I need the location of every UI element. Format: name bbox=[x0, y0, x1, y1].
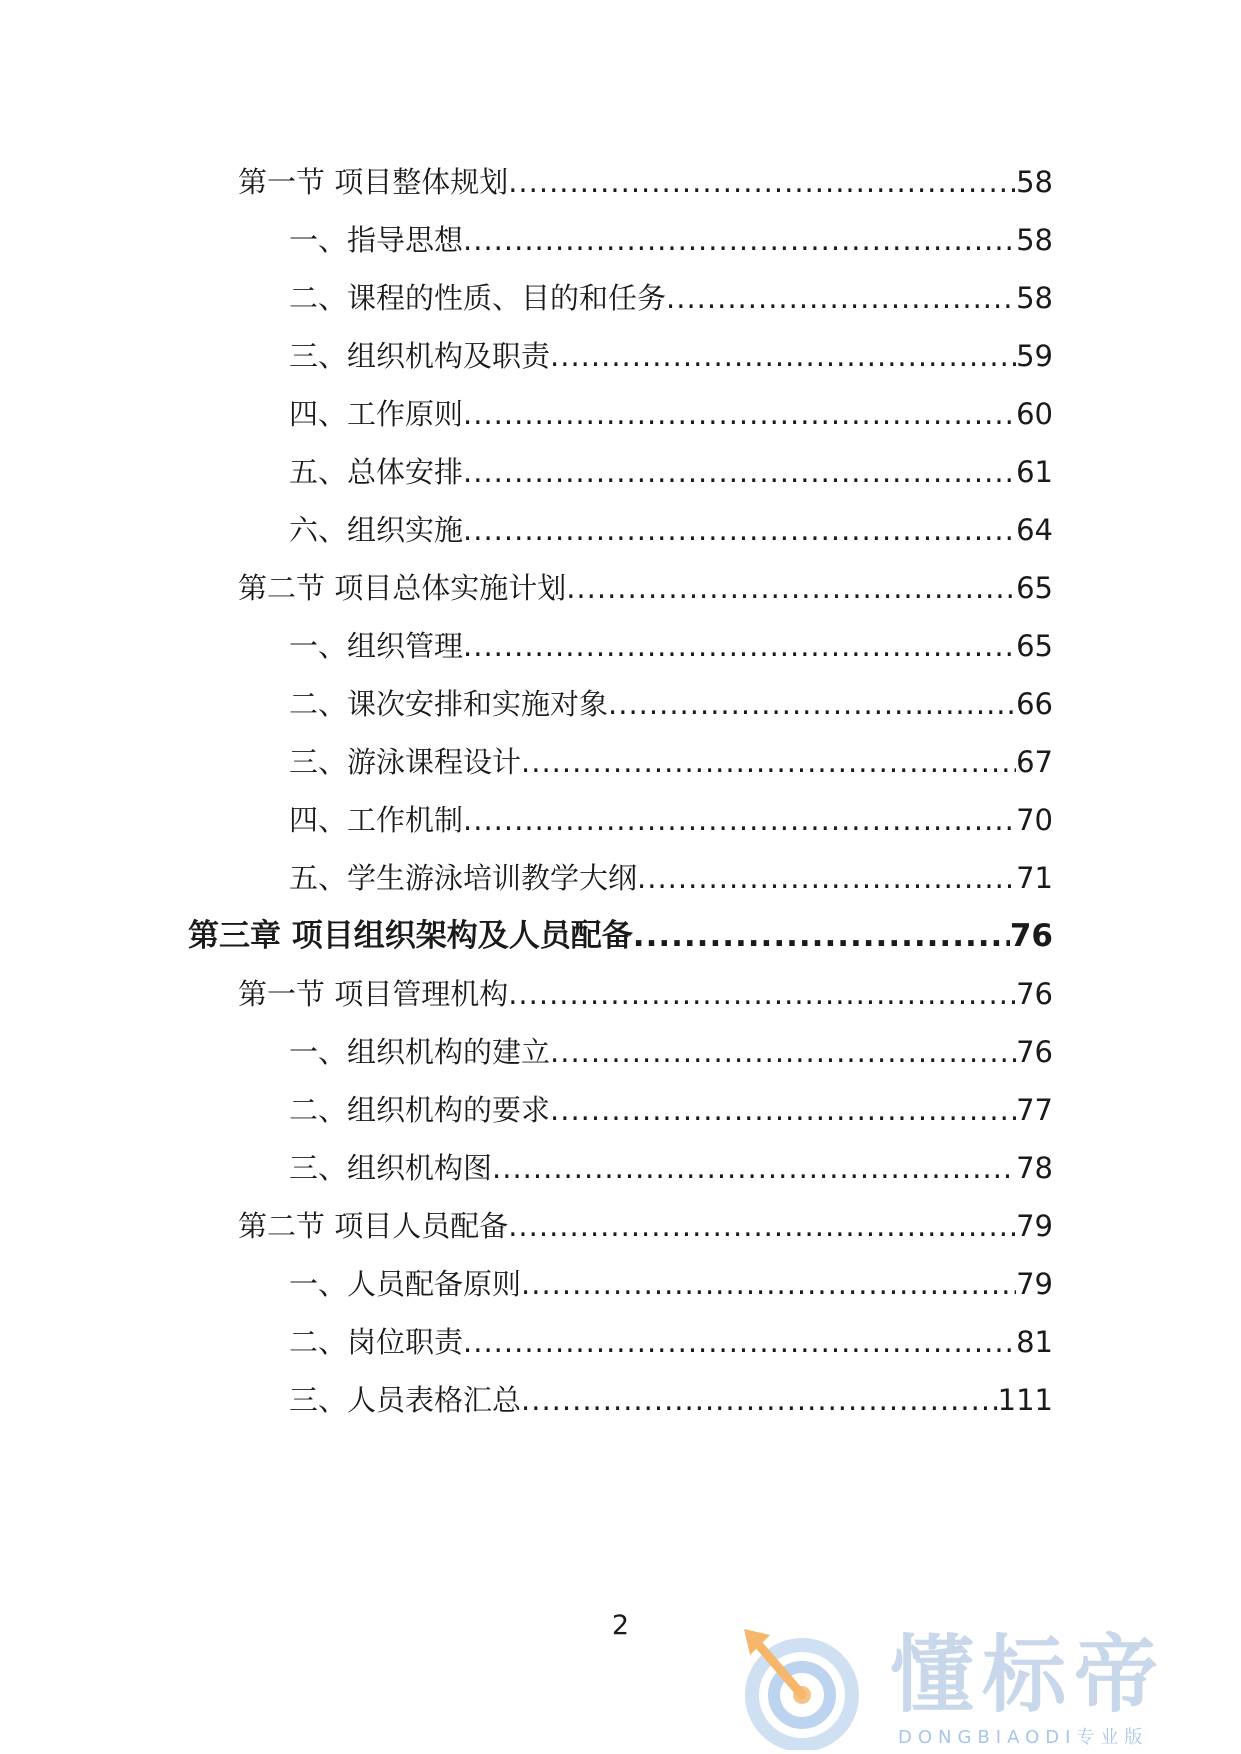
toc-entry-page: 58 bbox=[1016, 223, 1053, 257]
toc-dot-leader bbox=[608, 682, 1016, 726]
toc-entry bbox=[289, 856, 1053, 900]
toc-dot-leader bbox=[463, 1320, 1016, 1364]
toc-entry-page: 81 bbox=[1016, 1325, 1053, 1359]
toc-entry-title: 第一节 项目整体规划 bbox=[238, 165, 509, 199]
toc-entry-page: 78 bbox=[1016, 1151, 1053, 1185]
toc-dot-leader bbox=[463, 450, 1016, 494]
toc-entry-page: 71 bbox=[1016, 861, 1053, 895]
toc-dot-leader bbox=[637, 856, 1016, 900]
toc-entry bbox=[289, 508, 1053, 552]
toc-entry-page: 60 bbox=[1016, 397, 1053, 431]
toc-dot-leader bbox=[463, 218, 1016, 262]
toc-entry-page: 65 bbox=[1016, 629, 1053, 663]
toc-dot-leader bbox=[550, 1030, 1016, 1074]
page-number: 2 bbox=[611, 1610, 630, 1641]
toc-entry-title: 二、课次安排和实施对象 bbox=[289, 687, 609, 721]
toc-entry-title: 四、工作原则 bbox=[289, 397, 464, 431]
toc-entry-title: 第二节 项目人员配备 bbox=[238, 1209, 509, 1243]
toc-dot-leader bbox=[633, 914, 1010, 958]
toc-entry-page: 70 bbox=[1016, 803, 1053, 837]
toc-entry-page: 111 bbox=[997, 1383, 1053, 1417]
toc-dot-leader bbox=[508, 160, 1016, 204]
toc-entry bbox=[289, 798, 1053, 842]
toc-dot-leader bbox=[521, 1262, 1016, 1306]
toc-entry bbox=[238, 160, 1053, 204]
toc-entry bbox=[289, 1378, 1053, 1422]
toc-entry bbox=[289, 740, 1053, 784]
toc-entry bbox=[238, 972, 1053, 1016]
toc-entry bbox=[238, 1204, 1053, 1248]
toc-entry-title: 五、学生游泳培训教学大纲 bbox=[289, 861, 638, 895]
toc-entry-page: 79 bbox=[1016, 1267, 1053, 1301]
toc-entry-title: 三、游泳课程设计 bbox=[289, 745, 522, 779]
toc-entry-title: 一、组织机构的建立 bbox=[289, 1035, 551, 1069]
toc-entry bbox=[289, 276, 1053, 320]
toc-dot-leader bbox=[463, 624, 1016, 668]
toc-entry-title: 一、人员配备原则 bbox=[289, 1267, 522, 1301]
watermark bbox=[740, 1625, 1220, 1750]
toc-entry bbox=[289, 1030, 1053, 1074]
toc-entry bbox=[289, 450, 1053, 494]
watermark-subtitle: DONGBIAODI专业版 bbox=[898, 1727, 1149, 1748]
toc-dot-leader bbox=[521, 1378, 998, 1422]
target-arrow-icon bbox=[740, 1625, 870, 1750]
toc-entry-page: 66 bbox=[1016, 687, 1053, 721]
toc-entry-title: 二、岗位职责 bbox=[289, 1325, 464, 1359]
toc-entry-page: 65 bbox=[1016, 571, 1053, 605]
toc-entry-page: 76 bbox=[1016, 977, 1053, 1011]
watermark-name: 懂标帝 bbox=[890, 1626, 1167, 1724]
toc-entry-page: 76 bbox=[1009, 918, 1053, 954]
toc-entry-title: 三、人员表格汇总 bbox=[289, 1383, 522, 1417]
toc-dot-leader bbox=[666, 276, 1016, 320]
toc-entry-title: 一、组织管理 bbox=[289, 629, 464, 663]
toc-dot-leader bbox=[566, 566, 1016, 610]
toc-entry-title: 六、组织实施 bbox=[289, 513, 464, 547]
toc-entry-title: 一、指导思想 bbox=[289, 223, 464, 257]
toc-entry bbox=[188, 914, 1053, 958]
toc-entry bbox=[289, 392, 1053, 436]
toc-dot-leader bbox=[521, 740, 1016, 784]
toc-dot-leader bbox=[508, 1204, 1016, 1248]
toc-entry-title: 二、课程的性质、目的和任务 bbox=[289, 281, 667, 315]
toc-entry-page: 76 bbox=[1016, 1035, 1053, 1069]
toc-entry bbox=[238, 566, 1053, 610]
toc-entry bbox=[289, 334, 1053, 378]
toc-entry-page: 61 bbox=[1016, 455, 1053, 489]
toc-entry bbox=[289, 624, 1053, 668]
toc-entry bbox=[289, 1262, 1053, 1306]
toc-entry-title: 三、组织机构及职责 bbox=[289, 339, 551, 373]
toc-entry-title: 四、工作机制 bbox=[289, 803, 464, 837]
toc-entry-page: 77 bbox=[1016, 1093, 1053, 1127]
toc-entry-page: 67 bbox=[1016, 745, 1053, 779]
toc-entry-title: 五、总体安排 bbox=[289, 455, 464, 489]
toc-entry-page: 58 bbox=[1016, 165, 1053, 199]
toc-entry-title: 第二节 项目总体实施计划 bbox=[238, 571, 567, 605]
toc-entry bbox=[289, 1088, 1053, 1132]
toc-entry bbox=[289, 1320, 1053, 1364]
toc-entry-title: 三、组织机构图 bbox=[289, 1151, 493, 1185]
toc-entry bbox=[289, 1146, 1053, 1190]
toc-entry-page: 58 bbox=[1016, 281, 1053, 315]
toc-dot-leader bbox=[492, 1146, 1016, 1190]
toc-entry-page: 79 bbox=[1016, 1209, 1053, 1243]
toc-dot-leader bbox=[463, 508, 1016, 552]
toc-entry-page: 59 bbox=[1016, 339, 1053, 373]
toc-dot-leader bbox=[550, 1088, 1016, 1132]
toc-entry-page: 64 bbox=[1016, 513, 1053, 547]
toc-entry bbox=[289, 218, 1053, 262]
toc-dot-leader bbox=[463, 798, 1016, 842]
toc-dot-leader bbox=[550, 334, 1016, 378]
toc-entry-title: 二、组织机构的要求 bbox=[289, 1093, 551, 1127]
toc-dot-leader bbox=[463, 392, 1016, 436]
toc-dot-leader bbox=[508, 972, 1016, 1016]
toc-entry bbox=[289, 682, 1053, 726]
toc-entry-title: 第一节 项目管理机构 bbox=[238, 977, 509, 1011]
toc-entry-title: 第三章 项目组织架构及人员配备 bbox=[188, 918, 633, 954]
